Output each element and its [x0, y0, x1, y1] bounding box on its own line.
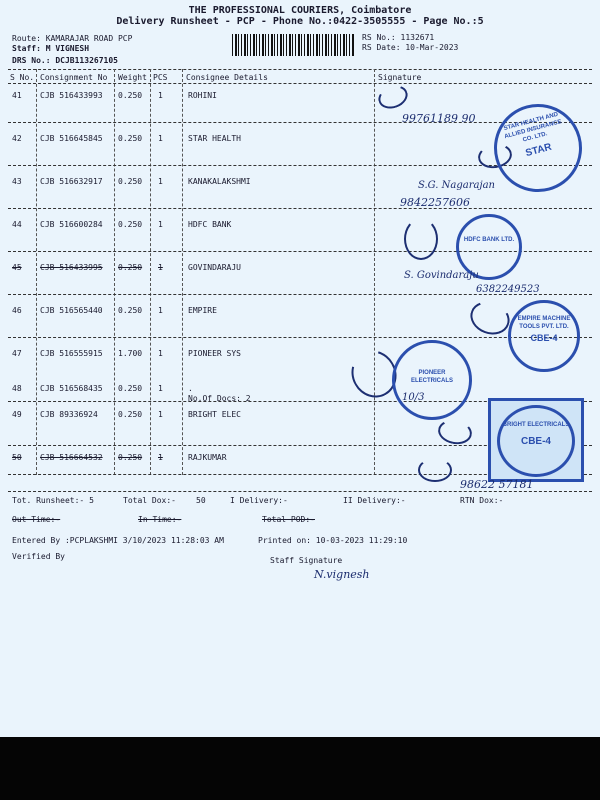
out-time: Out Time:- [12, 515, 61, 524]
rtn-dox: RTN Dox:- [460, 496, 504, 505]
column-rule [150, 69, 151, 475]
row-consignee: STAR HEALTH [188, 134, 241, 143]
col-header-consignment: Consignment No [40, 73, 108, 82]
row-sno: 44 [12, 220, 22, 229]
row-consignment: CJB 516433993 [40, 91, 103, 100]
row-consignee: GOVINDARAJU [188, 263, 241, 272]
hdfc-bank-stamp: HDFC BANK LTD. [456, 214, 522, 280]
total-dox-value: 50 [196, 496, 206, 505]
col-header-weight: Weight [118, 73, 147, 82]
star-health-stamp: STAR HEALTH AND ALLIED INSURANCE CO. LTD. STAR [484, 94, 592, 202]
total-runsheet: Tot. Runsheet:- 5 [12, 496, 94, 505]
row-weight: 0.250 [118, 410, 143, 419]
bright-electricals-stamp-box [488, 398, 584, 482]
printed-on: Printed on: 10-03-2023 11:29:10 [258, 536, 408, 545]
row-pcs: 1 [158, 410, 163, 419]
row-consignment: CJB 89336924 [40, 410, 98, 419]
company-title: THE PROFESSIONAL COURIERS, Coimbatore [188, 5, 412, 16]
row-weight: 0.250 [118, 263, 143, 272]
row-rule [8, 337, 592, 338]
table-top-rule [8, 69, 592, 70]
row-consignment: CJB 516568435 [40, 384, 103, 393]
row-pcs: 1 [158, 263, 163, 272]
handwritten-name-43: S.G. Nagarajan [418, 180, 495, 191]
column-rule [36, 69, 37, 475]
table-header-rule [8, 83, 592, 84]
row-pcs: 1 [158, 134, 163, 143]
in-time: In Time:- [138, 515, 182, 524]
row-sno: 49 [12, 410, 22, 419]
row-weight: 0.250 [118, 91, 143, 100]
handwritten-phone-50: 98622 57181 [460, 478, 534, 491]
col-header-details: Consignee Details [186, 73, 268, 82]
row-weight: 1.700 [118, 349, 143, 358]
handwritten-phone-43: 9842257606 [400, 196, 470, 209]
row-sno: 50 [12, 453, 22, 462]
runsheet-subtitle: Delivery Runsheet - PCP - Phone No.:0422-3505555 - Page No.:5 [116, 16, 484, 27]
handwritten-phone-41: 99761189 90 [402, 112, 476, 125]
column-rule [182, 69, 183, 475]
bright-electricals-stamp: BRIGHT ELECTRICALS CBE-4 [497, 405, 575, 477]
row-pcs: 1 [158, 384, 163, 393]
handwritten-name-45: S. Govindaraju [404, 270, 479, 281]
row-consignment: CJB 516645845 [40, 134, 103, 143]
signature-49 [436, 417, 474, 447]
row-consignment: CJB 516632917 [40, 177, 103, 186]
signature-50 [418, 458, 452, 482]
column-rule [374, 69, 375, 475]
row-pcs: 1 [158, 349, 163, 358]
row-sno: 48 [12, 384, 22, 393]
totals-rule [8, 491, 592, 492]
row-consignee: . [188, 384, 193, 393]
signature-44 [404, 218, 438, 260]
row-consignee: EMPIRE [188, 306, 217, 315]
pioneer-stamp: PIONEER ELECTRICALS [392, 340, 472, 420]
i-delivery: I Delivery:- [230, 496, 288, 505]
row-consignee: PIONEER SYS [188, 349, 241, 358]
signature-46 [466, 296, 515, 340]
staff-signature-label: Staff Signature [270, 556, 343, 565]
row-pcs: 1 [158, 91, 163, 100]
row-sno: 43 [12, 177, 22, 186]
row-sno: 47 [12, 349, 22, 358]
barcode [232, 34, 354, 56]
staff-handwritten-signature: N.vignesh [314, 568, 370, 581]
row-sno: 45 [12, 263, 22, 272]
row-consignment: CJB 516600284 [40, 220, 103, 229]
scan-bottom-border [0, 737, 600, 800]
column-rule [114, 69, 115, 475]
row-consignment: CJB 516433995 [40, 263, 103, 272]
row-pcs: 1 [158, 306, 163, 315]
col-header-signature: Signature [378, 73, 422, 82]
row-weight: 0.250 [118, 220, 143, 229]
row-pcs: 1 [158, 220, 163, 229]
row-consignee: HDFC BANK [188, 220, 232, 229]
drs-number: DRS No.: DCJB113267105 [12, 56, 118, 65]
staff-label: Staff: M VIGNESH [12, 44, 90, 53]
handwritten-phone-45: 6382249523 [476, 284, 540, 295]
row-sno: 42 [12, 134, 22, 143]
col-header-sno: S No. [10, 73, 35, 82]
row-consignment: CJB 516565440 [40, 306, 103, 315]
total-dox-label: Total Dox:- [123, 496, 176, 505]
row-consignee: BRIGHT ELEC [188, 410, 241, 419]
row-pcs: 1 [158, 453, 163, 462]
row-pcs: 1 [158, 177, 163, 186]
route-label: Route: KAMARAJAR ROAD PCP [12, 34, 133, 43]
row-consignment: CJB 516555915 [40, 349, 103, 358]
signature-41 [375, 82, 411, 113]
row-consignee: KANAKALAKSHMI [188, 177, 251, 186]
empire-stamp: EMPIRE MACHINE TOOLS PVT. LTD. CBE-4 [508, 300, 580, 372]
row-sno: 41 [12, 91, 22, 100]
row-consignee: RAJKUMAR [188, 453, 227, 462]
row-weight: 0.250 [118, 134, 143, 143]
entered-by: Entered By :PCPLAKSHMI 3/10/2023 11:28:03 AM [12, 536, 224, 545]
row-sno: 46 [12, 306, 22, 315]
row-consignment: CJB 516664532 [40, 453, 103, 462]
row-weight: 0.250 [118, 384, 143, 393]
row-consignee: ROHINI [188, 91, 217, 100]
row-weight: 0.250 [118, 177, 143, 186]
handwritten-date-47: 10/3 [402, 392, 425, 403]
row-extra: No.Of Docs: 2 [188, 394, 251, 403]
rs-number: RS No.: 1132671 [362, 33, 435, 42]
row-weight: 0.250 [118, 453, 143, 462]
rs-date: RS Date: 10-Mar-2023 [362, 43, 459, 52]
row-weight: 0.250 [118, 306, 143, 315]
total-pod: Total POD:- [262, 515, 315, 524]
ii-delivery: II Delivery:- [343, 496, 406, 505]
col-header-pcs: PCS [153, 73, 168, 82]
row-rule [8, 208, 592, 209]
verified-by: Verified By [12, 552, 65, 561]
